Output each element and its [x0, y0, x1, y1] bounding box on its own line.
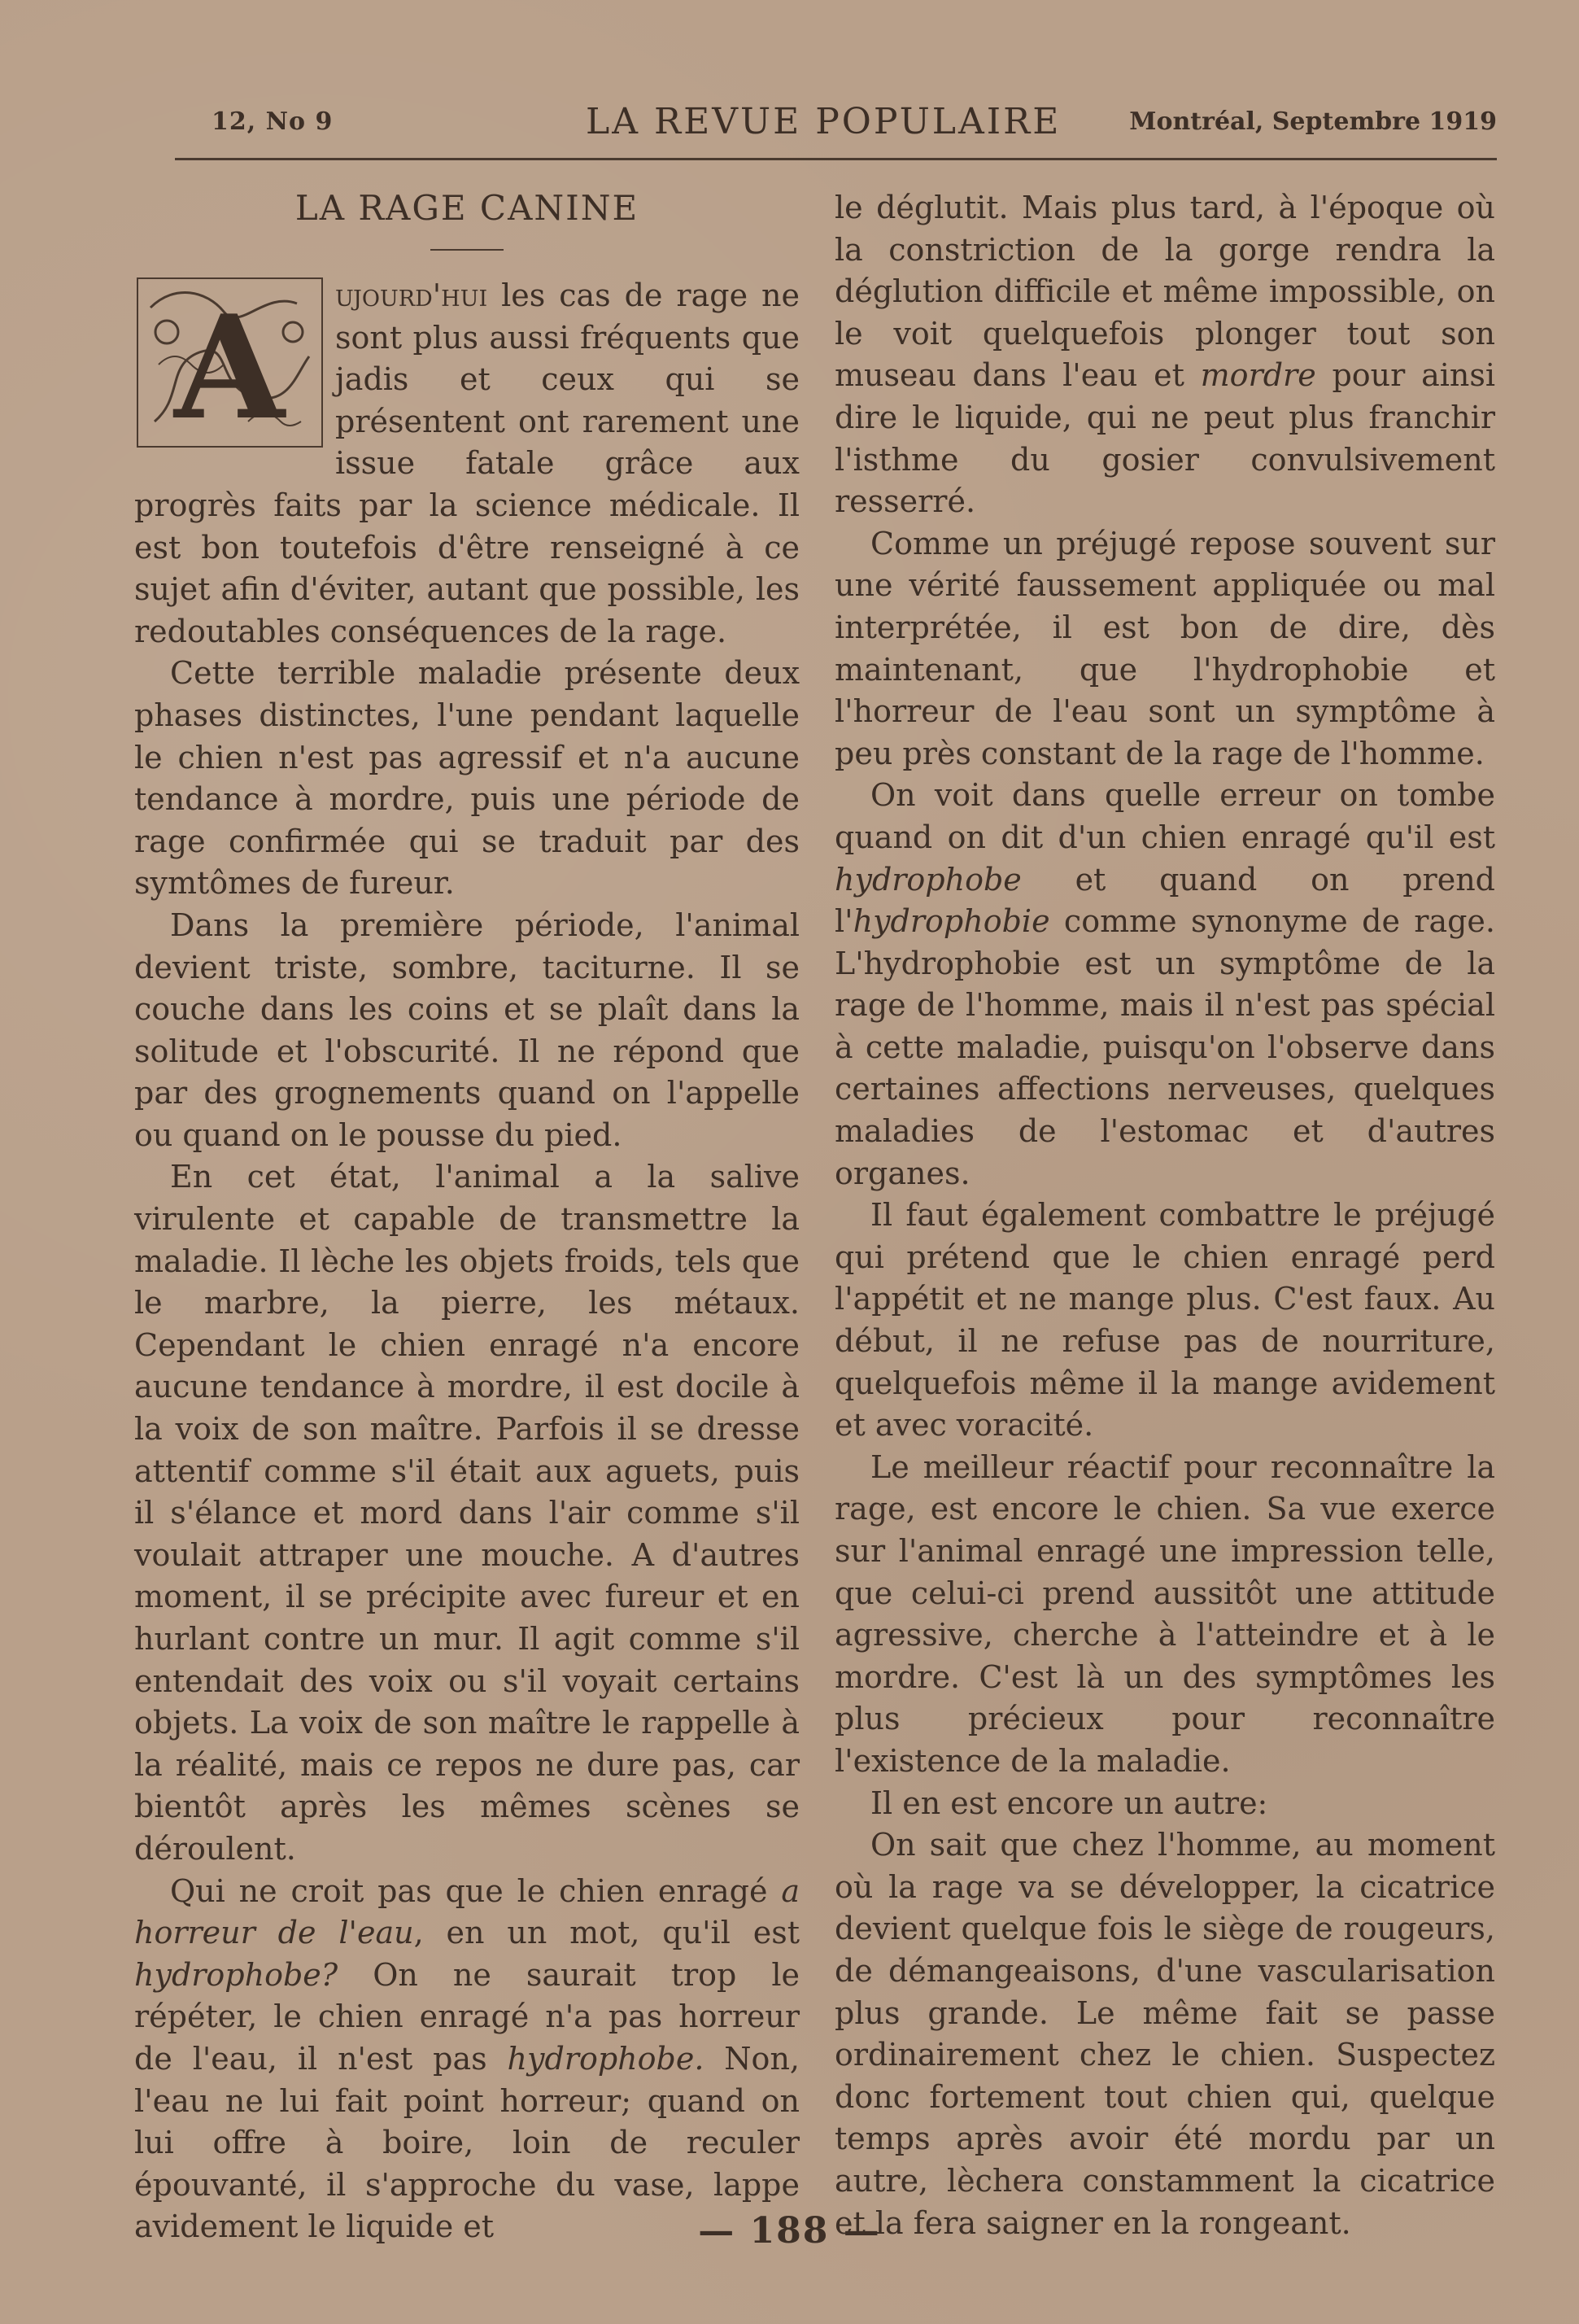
paragraph-2: Cette terrible maladie présente deux phases distinctes, l'une pendant laquelle le chien n'est pas agressif et n'a aucune tendance à mordre, puis une période de rage confirmée qui se traduit par des symtômes de fureur. [134, 655, 800, 902]
article-title: LA RAGE CANINE [294, 188, 639, 228]
paragraph-5: Qui ne croit pas que le chien enragé a horreur de l'eau, en un mot, qu'il est hydrophobe? On ne saurait trop le répéter, le chien enragé n'a pas horreur de l'eau, il n'est pas hydrophobe. Non, l'eau ne lui fait point horreur; quand on lui offre à boire, loin de reculer épouvanté, il s'approche du vase, lappe avidement le liquide et [134, 1872, 800, 2245]
paragraph-1: A ujourd'hui les cas de rage ne sont plus aussi fréquents que jadis et ceux qui se présentent ont rarement une issue fatale grâce aux progrès faits par la science médicale. Il est bon toutefois d'être renseigné à ce sujet afin d'éviter, autant que possible, les redoutables conséquences de la rage. [134, 275, 800, 653]
issue-number: 12, No 9 [212, 107, 334, 136]
paragraph-7: Comme un préjugé repose souvent sur une vérité faussement appliquée ou mal interprétée, il est bon de dire, dès maintenant, que l'hydrophobie et l'horreur de l'eau sont un symptôme à peu près constant de la rage de l'homme. [835, 525, 1495, 771]
header-rule [175, 158, 1497, 160]
publication-title: LA REVUE POPULAIRE [586, 101, 1062, 142]
paragraph-12: On sait que chez l'homme, au moment où la rage va se développer, la cicatrice devient quelque fois le siège de rougeurs, de démangeaisons, d'une vascularisation plus grande. Le même fait se passe ordinairement chez le chien. Suspectez donc fortement tout chien qui, quelque temps après avoir été mordu par un autre, lèchera constamment la cicatrice et la fera saigner en la rongeant. [835, 1827, 1495, 2241]
svg-text:A: A [174, 285, 285, 450]
page-header [163, 101, 1497, 153]
paragraph-10: Le meilleur réactif pour reconnaître la rage, est encore le chien. Sa vue exerce sur l'animal enragé une impression telle, que celui-ci prend aussitôt une attitude agressive, cherche à l'atteindre et à le mordre. C'est là un des symptômes les plus précieux pour reconnaître l'existence de la maladie. [835, 1448, 1495, 1779]
paragraph-9: Il faut également combattre le préjugé qui prétend que le chien enragé perd l'appétit et ne mange plus. C'est faux. Au début, il ne refuse pas de nourriture, quelquefois même il la mange avidement et avec voracité. [835, 1197, 1495, 1444]
page-number: — 188 — [698, 2210, 881, 2252]
dateline: Montréal, Septembre 1919 [1129, 107, 1497, 136]
title-divider [430, 249, 504, 251]
paragraph-8: On voit dans quelle erreur on tombe quand on dit d'un chien enragé qu'il est hydrophobe et quand on prend l'hydrophobie comme synonyme de rage. L'hydrophobie est un symptôme de la rage de l'homme, mais il n'est pas spécial à cette maladie, puisqu'on l'observe dans certaines affections nerveuses, quelques maladies de l'estomac et d'autres organes. [835, 777, 1495, 1191]
left-column [134, 187, 800, 2248]
ornamental-dropcap-icon [134, 275, 325, 450]
right-column [835, 187, 1495, 2244]
paragraph-4: En cet état, l'animal a la salive virulente et capable de transmettre la maladie. Il lèche les objets froids, tels que le marbre, la pierre, les métaux. Cependant le chien enragé n'a encore aucune tendance à mordre, il est docile à la voix de son maître. Parfois il se dresse attentif comme s'il était aux aguets, puis il s'élance et mord dans l'air comme s'il voulait attraper une mouche. A d'autres moment, il se précipite avec fureur et en hurlant contre un mur. Il agit comme s'il entendait des voix ou s'il voyait certains objets. La voix de son maître le rappelle à la réalité, mais ce repos ne dure pas, car bientôt après les mêmes scènes se déroulent. [134, 1159, 800, 1867]
paragraph-6: le déglutit. Mais plus tard, à l'époque où la constriction de la gorge rendra la déglution difficile et même impossible, on le voit quelquefois plonger tout son museau dans l'eau et mordre pour ainsi dire le liquide, qui ne peut plus franchir l'isthme du gosier convulsivement resserré. [835, 190, 1495, 520]
paragraph-3: Dans la première période, l'animal devient triste, sombre, taciturne. Il se couche dans les coins et se plaît dans la solitude et l'obscurité. Il ne répond que par des grognements quand on l'appelle ou quand on le pousse du pied. [134, 906, 800, 1153]
paragraph-11: Il en est encore un autre: [870, 1784, 1268, 1821]
first-words: ujourd'hui [335, 277, 488, 313]
